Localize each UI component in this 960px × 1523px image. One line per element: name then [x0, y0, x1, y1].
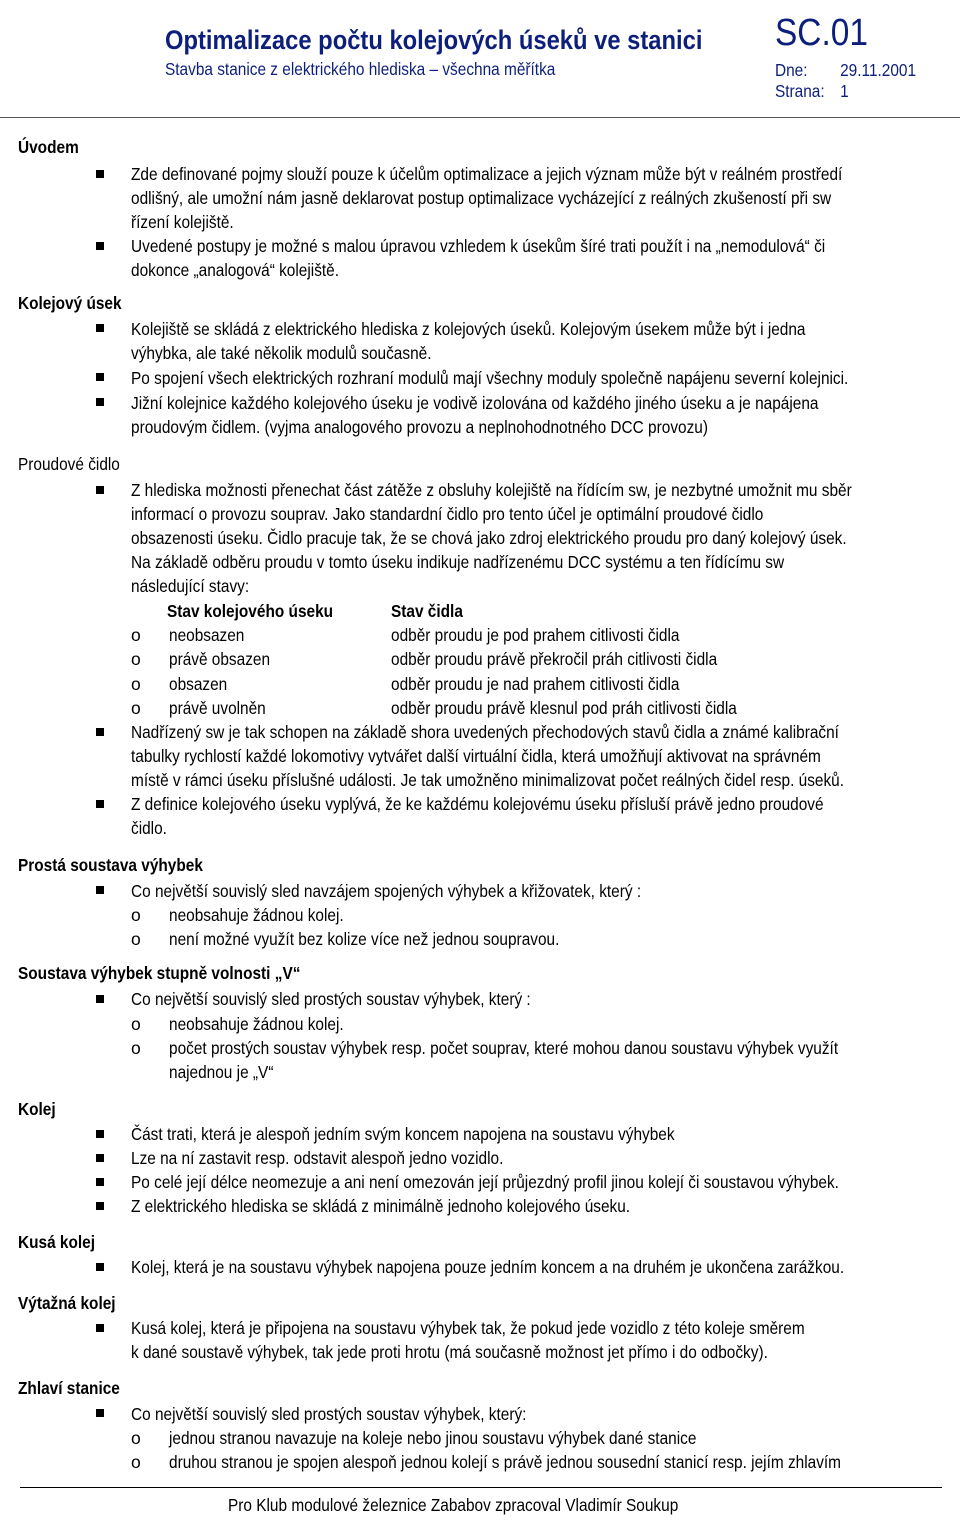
paragraph-line: Kolej, která je na soustavu výhybek napojena pouze jedním koncem a na druhém je ukončena zarážkou. — [131, 1257, 845, 1277]
bullet-icon — [96, 1178, 104, 1186]
sub-item: neobsahuje žádnou kolej. — [169, 1014, 344, 1034]
table-cell-state: neobsazen — [169, 625, 245, 645]
list-marker: o — [131, 1038, 141, 1058]
paragraph-line: Po celé její délce neomezuje a ani není omezován její průjezdný profil jinou kolejí či soustavou výhybek. — [131, 1172, 839, 1192]
paragraph-line: Co největší souvislý sled prostých soustav výhybek, který: — [131, 1404, 527, 1424]
paragraph-line: Z elektrického hlediska se skládá z minimálně jednoho kolejového úseku. — [131, 1196, 631, 1216]
document-title: Optimalizace počtu kolejových úseků ve stanici — [165, 25, 703, 55]
list-marker: o — [131, 649, 141, 669]
bullet-icon — [96, 886, 104, 894]
table-cell-state: obsazen — [169, 674, 228, 694]
sub-item: druhou stranou je spojen alespoň jednou kolejí s právě jednou sousední stanicí resp. jejím zhlavím — [169, 1452, 842, 1472]
paragraph-line: Nadřízený sw je tak schopen na základě shora uvedených přechodových stavů čidla a známé kalibrační — [131, 722, 839, 742]
paragraph-line: Z definice kolejového úseku vyplývá, že ke každému kolejovému úseku přísluší právě jedno proudové — [131, 794, 824, 814]
bullet-icon — [96, 995, 104, 1003]
paragraph-line: následující stavy: — [131, 576, 250, 596]
bullet-icon — [96, 170, 104, 178]
document-subtitle: Stavba stanice z elektrického hlediska – všechna měřítka — [165, 59, 556, 79]
section-heading-vytazna-kolej: Výtažná kolej — [18, 1293, 116, 1313]
page-label: Strana: — [775, 81, 825, 101]
section-heading-proudove-cidlo: Proudové čidlo — [18, 454, 120, 474]
footer-divider — [20, 1487, 942, 1488]
page-value: 1 — [840, 81, 849, 101]
document-date — [775, 60, 935, 81]
paragraph-line: proudovým čidlem. (vyjma analogového provozu a neplnohodnotného DCC provozu) — [131, 417, 708, 437]
section-heading-uvodem: Úvodem — [18, 137, 79, 157]
bullet-icon — [96, 373, 104, 381]
page-header — [0, 0, 960, 118]
sub-item: není možné využít bez kolize více než jednou soupravou. — [169, 929, 560, 949]
sub-item: najednou je „V“ — [169, 1062, 274, 1082]
table-cell-sensor: odběr proudu je nad prahem citlivosti čidla — [391, 674, 680, 694]
section-heading-kolej: Kolej — [18, 1099, 56, 1119]
table-cell-sensor: odběr proudu právě klesnul pod práh citlivosti čidla — [391, 698, 737, 718]
paragraph-line: dokonce „analogová“ kolejiště. — [131, 260, 340, 280]
bullet-icon — [96, 486, 104, 494]
table-cell-sensor: odběr proudu je pod prahem citlivosti čidla — [391, 625, 680, 645]
bullet-icon — [96, 1409, 104, 1417]
bullet-icon — [96, 1263, 104, 1271]
bullet-icon — [96, 1130, 104, 1138]
paragraph-line: Kusá kolej, která je připojena na soustavu výhybek tak, že pokud jede vozidlo z této koleje směrem — [131, 1318, 805, 1338]
paragraph-line: řízení kolejiště. — [131, 212, 234, 232]
paragraph-line: Jižní kolejnice každého kolejového úseku je vodivě izolována od každého jiného úseku a je napájena — [131, 393, 819, 413]
paragraph-line: odlišný, ale umožní nám jasně deklarovat postup optimalizace vycházející z reálných zkušeností při sw — [131, 188, 832, 208]
paragraph-line: Co největší souvislý sled prostých soustav výhybek, který : — [131, 989, 531, 1009]
bullet-icon — [96, 398, 104, 406]
paragraph-line: čidlo. — [131, 818, 167, 838]
list-marker: o — [131, 698, 141, 718]
paragraph-line: místě v rámci úseku příslušné události. Je tak umožněno minimalizovat počet reálných čidel resp. úseků. — [131, 770, 845, 790]
section-heading-kolejovy-usek: Kolejový úsek — [18, 293, 122, 313]
bullet-icon — [96, 324, 104, 332]
bullet-icon — [96, 1202, 104, 1210]
paragraph-line: Část trati, která je alespoň jedním svým koncem napojena na soustavu výhybek — [131, 1124, 675, 1144]
paragraph-line: tabulky rychlostí každé lokomotivy vytvářet další virtuální čidla, která umožňují aktivovat na správném — [131, 746, 821, 766]
list-marker: o — [131, 1014, 141, 1034]
bullet-icon — [96, 800, 104, 808]
bullet-icon — [96, 728, 104, 736]
header-divider — [0, 117, 960, 118]
list-marker: o — [131, 1452, 141, 1472]
list-marker: o — [131, 929, 141, 949]
section-heading-zhlavi-stanice: Zhlaví stanice — [18, 1378, 120, 1398]
paragraph-line: Po spojení všech elektrických rozhraní modulů mají všechny moduly společně napájenu severní kolejnici. — [131, 368, 849, 388]
date-label: Dne: — [775, 60, 808, 80]
bullet-icon — [96, 1154, 104, 1162]
table-header-state: Stav kolejového úseku — [167, 601, 334, 621]
paragraph-line: obsazenosti úseku. Čidlo pracuje tak, že se chová jako zdroj elektrického proudu pro daný kolejový úsek. — [131, 528, 847, 548]
sub-item: jednou stranou navazuje na koleje nebo jinou soustavu výhybek dané stanice — [169, 1428, 697, 1448]
table-cell-state: právě uvolněn — [169, 698, 266, 718]
document-code: SC.01 — [775, 12, 868, 54]
paragraph-line: Co největší souvislý sled navzájem spojených výhybek a křižovatek, který : — [131, 881, 642, 901]
date-value: 29.11.2001 — [840, 60, 917, 80]
paragraph-line: Na základě odběru proudu v tomto úseku indikuje nadřízenému DCC systému a ten řídícímu sw — [131, 552, 785, 572]
table-cell-sensor: odběr proudu právě překročil práh citlivosti čidla — [391, 649, 718, 669]
paragraph-line: Uvedené postupy je možné s malou úpravou vzhledem k úsekům šíré trati použít i na „nemodulová“ či — [131, 236, 826, 256]
page-number — [775, 81, 859, 102]
section-heading-soustava-v: Soustava výhybek stupně volnosti „V“ — [18, 963, 301, 983]
paragraph-line: Z hlediska možnosti přenechat část zátěže z obsluhy kolejiště na řídícím sw, je nezbytné umožnit mu sběr — [131, 480, 852, 500]
paragraph-line: k dané soustavě výhybek, tak jede proti hrotu (má současně možnost jet přímo i do odbočky). — [131, 1342, 768, 1362]
paragraph-line: Kolejiště se skládá z elektrického hlediska z kolejových úseků. Kolejovým úsekem může být i jedna — [131, 319, 806, 339]
table-cell-state: právě obsazen — [169, 649, 271, 669]
section-heading-kusa-kolej: Kusá kolej — [18, 1232, 96, 1252]
paragraph-line: informací o provozu souprav. Jako standardní čidlo pro tento účel je optimální proudové čidlo — [131, 504, 764, 524]
table-header-sensor: Stav čidla — [391, 601, 463, 621]
list-marker: o — [131, 1428, 141, 1448]
paragraph-line: Zde definované pojmy slouží pouze k účelům optimalizace a jejich význam může být v reálném prostředí — [131, 164, 843, 184]
page-footer — [0, 1487, 960, 1523]
bullet-icon — [96, 1324, 104, 1332]
paragraph-line: výhybka, ale také několik modulů současně. — [131, 343, 432, 363]
paragraph-line: Lze na ní zastavit resp. odstavit alespoň jedno vozidlo. — [131, 1148, 504, 1168]
list-marker: o — [131, 905, 141, 925]
list-marker: o — [131, 625, 141, 645]
sub-item: počet prostých soustav výhybek resp. počet souprav, které mohou danou soustavu výhybek využít — [169, 1038, 839, 1058]
section-heading-prosta-soustava: Prostá soustava výhybek — [18, 855, 203, 875]
sub-item: neobsahuje žádnou kolej. — [169, 905, 344, 925]
bullet-icon — [96, 242, 104, 250]
footer-text: Pro Klub modulové železnice Zababov zpracoval Vladimír Soukup — [228, 1495, 679, 1515]
list-marker: o — [131, 674, 141, 694]
